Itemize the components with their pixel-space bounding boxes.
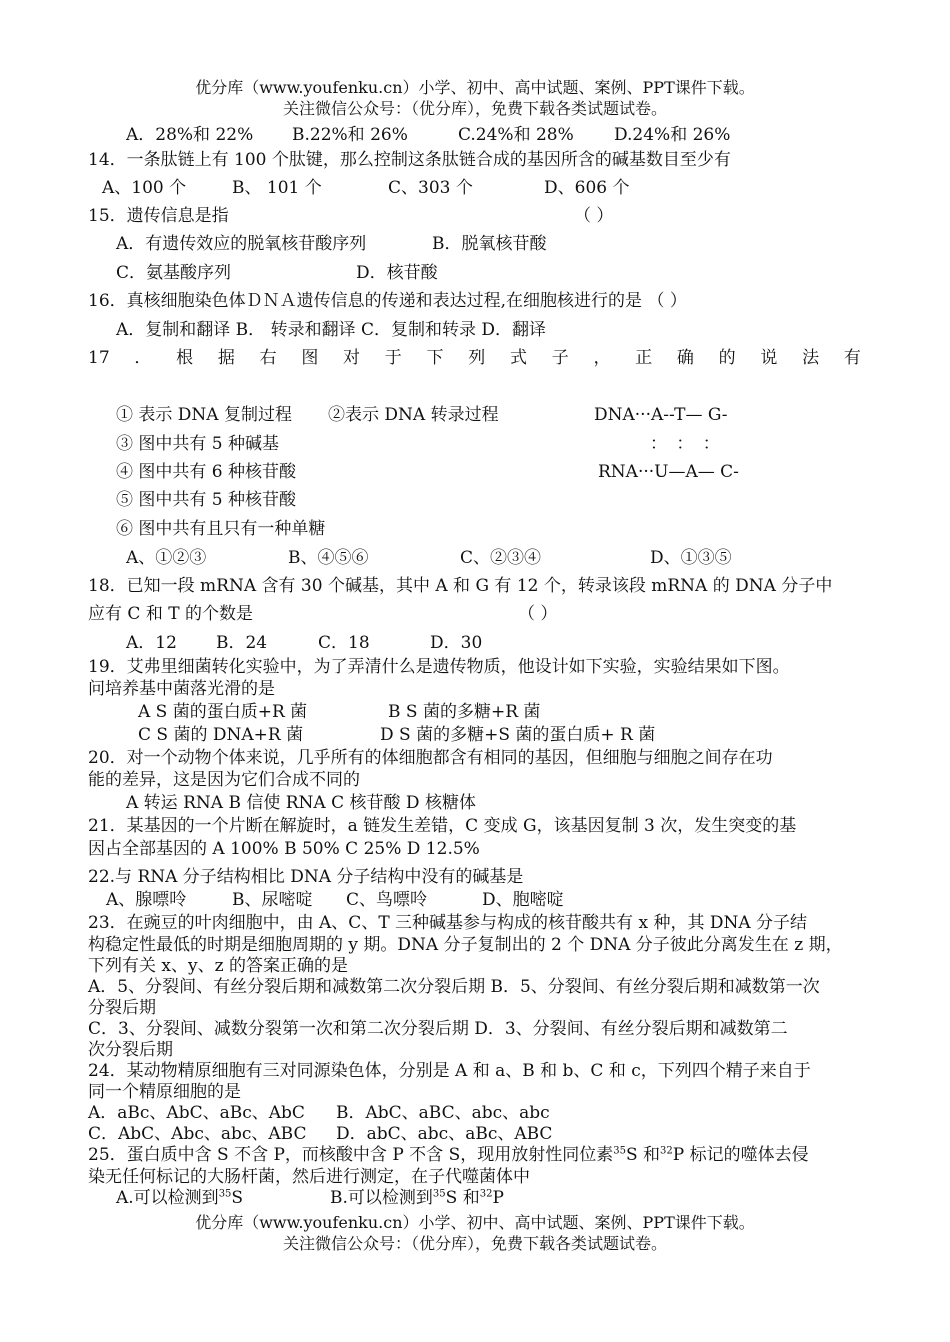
q24-option-b: B．AbC、aBC、abc、abc <box>336 1103 550 1123</box>
q17-item-3: ③ 图中共有 5 种碱基 <box>116 434 280 454</box>
q17-item-2: ②表示 DNA 转录过程 <box>328 405 499 425</box>
q17-stem-char: 正 <box>635 348 653 368</box>
q16-stem: 16．真核细胞染色体ＤＮＡ遗传信息的传递和表达过程,在细胞核进行的是 （ ） <box>88 291 687 311</box>
q25-option-b <box>330 1187 504 1209</box>
q20-stem-line-1: 20．对一个动物个体来说，几乎所有的体细胞都含有相同的基因，但细胞与细胞之间存在功 <box>88 748 773 768</box>
q13-option-a: A．28%和 22% <box>126 125 254 145</box>
q17-stem-char: 说 <box>760 348 778 368</box>
q17-stem-char: 下 <box>426 348 444 368</box>
q17-stem-char: 对 <box>343 348 361 368</box>
q15-option-a: A．有遗传效应的脱氧核苷酸序列 <box>116 234 367 254</box>
q18-option-b: B．24 <box>216 633 268 653</box>
q23-line-4: A．5、分裂间、有丝分裂后期和减数第二次分裂后期 B．5、分裂间、有丝分裂后期和减数第一次 <box>88 977 820 997</box>
q13-option-d: D.24%和 26% <box>614 125 731 145</box>
q17-stem-char: ． <box>134 348 152 368</box>
q17-item-6: ⑥ 图中共有且只有一种单糖 <box>116 519 326 539</box>
q17-stem-char: 有 <box>843 348 861 368</box>
q19-option-d: D S 菌的多糖+S 菌的蛋白质+ R 菌 <box>380 725 656 745</box>
q18-option-d: D．30 <box>430 633 483 653</box>
footer-line-2: 关注微信公众号：（优分库），免费下载各类试题试卷。 <box>282 1234 667 1253</box>
q25-option-b-text: B.可以检测到 <box>330 1188 433 1208</box>
q17-stem-char: 子 <box>551 348 569 368</box>
q23-line-3: 下列有关 x、y、z 的答案正确的是 <box>88 956 348 976</box>
q18-option-c: C．18 <box>318 633 370 653</box>
q25-option-b-sup-32: 32 <box>479 1188 493 1200</box>
q24-option-d: D．abC、abc、aBc、ABC <box>336 1124 553 1144</box>
q24-stem-line-2: 同一个精原细胞的是 <box>88 1082 241 1102</box>
q23-line-5: 分裂后期 <box>88 998 156 1018</box>
q15-answer-paren: （ ） <box>574 206 614 226</box>
q21-stem-line-1: 21．某基因的一个片断在解旋时，a 链发生差错，C 变成 G，该基因复制 3 次，发生突变的基 <box>88 816 797 836</box>
q17-stem-char: 确 <box>676 348 694 368</box>
q13-option-c: C.24%和 28% <box>458 125 574 145</box>
q22-option-b: B、尿嘧啶 <box>232 890 313 910</box>
q25-stem-part-3: P 标记的噬体去侵 <box>672 1145 809 1165</box>
q25-sup-35: 35 <box>613 1145 626 1157</box>
q17-item-4: ④ 图中共有 6 种核苷酸 <box>116 462 297 482</box>
q18-stem-line-1: 18．已知一段 mRNA 含有 30 个碱基，其中 A 和 G 有 12 个，转录该段 mRNA 的 DNA 分子中 <box>88 576 833 596</box>
q17-stem-char: 列 <box>468 348 486 368</box>
q25-option-b-sup-35: 35 <box>432 1188 446 1200</box>
q17-stem <box>88 347 861 369</box>
q14-option-d: D、606 个 <box>544 178 630 198</box>
q17-stem-char: 17 <box>88 348 110 368</box>
q22-stem: 22.与 RNA 分子结构相比 DNA 分子结构中没有的碱基是 <box>88 867 524 887</box>
q16-options: A．复制和翻译 B． 转录和翻译 C．复制和转录 D．翻译 <box>116 320 547 340</box>
q15-option-d: D．核苷酸 <box>356 263 438 283</box>
header-line-1: 优分库（www.youfenku.cn）小学、初中、高中试题、案例、PPT课件下载。 <box>195 78 755 97</box>
q19-option-b: B S 菌的多糖+R 菌 <box>388 702 541 722</box>
q23-line-7: 次分裂后期 <box>88 1040 173 1060</box>
q17-stem-char: 右 <box>259 348 277 368</box>
q17-stem-char: 根 <box>176 348 194 368</box>
q25-stem-part-2: S 和 <box>625 1145 661 1165</box>
q19-stem-line-2: 问培养基中菌落光滑的是 <box>88 679 275 699</box>
q25-option-a-sup: 35 <box>218 1188 232 1200</box>
q19-stem-line-1: 19．艾弗里细菌转化实验中，为了弄清什么是遗传物质，他设计如下实验，实验结果如下图。 <box>88 657 790 677</box>
q24-option-c: C．AbC、Abc、abc、ABC <box>88 1124 307 1144</box>
q23-line-1: 23．在豌豆的叶肉细胞中，由 A、C、T 三种碱基参与构成的核苷酸共有 x 种，其 DNA 分子结 <box>88 913 808 933</box>
q25-option-b-text-2: S 和 <box>445 1188 480 1208</box>
q21-stem-line-2: 因占全部基因的 A 100% B 50% C 25% D 12.5% <box>88 839 480 859</box>
q17-stem-char: ， <box>593 348 611 368</box>
q20-options: A 转运 RNA B 信使 RNA C 核苷酸 D 核糖体 <box>126 793 476 813</box>
q23-line-2: 构稳定性最低的时期是细胞周期的 y 期。DNA 分子复制出的 2 个 DNA 分子彼此分离发生在 z 期， <box>88 935 843 955</box>
q22-option-a: A、腺嘌呤 <box>106 890 187 910</box>
q17-option-a: A、①②③ <box>126 548 207 568</box>
q14-option-b: B、 101 个 <box>232 178 322 198</box>
q20-stem-line-2: 能的差异，这是因为它们合成不同的 <box>88 770 360 790</box>
q17-stem-char: 式 <box>509 348 527 368</box>
q17-item-5: ⑤ 图中共有 5 种核苷酸 <box>116 490 297 510</box>
q15-option-c: C．氨基酸序列 <box>116 263 232 283</box>
q17-stem-char: 于 <box>384 348 402 368</box>
q25-stem-line-1 <box>88 1144 809 1166</box>
q17-rna-strand: RNA···U—A— C- <box>598 462 739 482</box>
q14-option-c: C、303 个 <box>388 178 473 198</box>
q15-option-b: B．脱氧核苷酸 <box>432 234 547 254</box>
q14-stem: 14．一条肽链上有 100 个肽键，那么控制这条肽链合成的基因所含的碱基数目至少有 <box>88 150 731 170</box>
q17-pairing-colons: ： ： ： <box>650 434 722 454</box>
q17-stem-char: 法 <box>802 348 820 368</box>
q22-option-d: D、胞嘧啶 <box>482 890 564 910</box>
q23-line-6: C．3、分裂间、减数分裂第一次和第二次分裂后期 D．3、分裂间、有丝分裂后期和减数第二 <box>88 1019 788 1039</box>
q17-stem-char: 的 <box>718 348 736 368</box>
q17-stem-char: 据 <box>217 348 235 368</box>
q25-option-a-text: A.可以检测到 <box>116 1188 219 1208</box>
q17-item-1: ① 表示 DNA 复制过程 <box>116 405 292 425</box>
q17-dna-strand: DNA···A--T— G- <box>594 405 728 425</box>
header-line-2: 关注微信公众号：（优分库），免费下载各类试题试卷。 <box>282 99 667 118</box>
q25-stem-line-2: 染无任何标记的大肠杆菌，然后进行测定，在子代噬菌体中 <box>88 1167 530 1187</box>
q25-sup-32: 32 <box>660 1145 673 1157</box>
q19-option-a: A S 菌的蛋白质+R 菌 <box>138 702 308 722</box>
q18-stem-line-2: 应有 C 和 T 的个数是 <box>88 604 253 624</box>
q17-option-c: C、②③④ <box>460 548 542 568</box>
q25-stem-part-1: 25．蛋白质中含 S 不含 P，而核酸中含 P 不含 S，现用放射性同位素 <box>88 1145 614 1165</box>
q25-option-a <box>116 1187 243 1209</box>
q25-option-a-text-2: S <box>231 1188 244 1208</box>
q15-stem: 15．遗传信息是指 <box>88 206 229 226</box>
q17-stem-char: 图 <box>301 348 319 368</box>
q13-option-b: B.22%和 26% <box>292 125 408 145</box>
footer-line-1: 优分库（www.youfenku.cn）小学、初中、高中试题、案例、PPT课件下载。 <box>195 1213 755 1232</box>
q19-option-c: C S 菌的 DNA+R 菌 <box>138 725 304 745</box>
q14-option-a: A、100 个 <box>102 178 187 198</box>
q17-option-d: D、①③⑤ <box>650 548 732 568</box>
q24-stem-line-1: 24．某动物精原细胞有三对同源染色体，分别是 A 和 a、B 和 b、C 和 c，下列四个精子来自于 <box>88 1061 811 1081</box>
q25-option-b-text-3: P <box>492 1188 504 1208</box>
q22-option-c: C、鸟嘌呤 <box>346 890 428 910</box>
q17-option-b: B、④⑤⑥ <box>288 548 369 568</box>
q18-answer-paren: （ ） <box>518 604 558 624</box>
q24-option-a: A．aBc、AbC、aBc、AbC <box>88 1103 305 1123</box>
q18-option-a: A．12 <box>126 633 177 653</box>
